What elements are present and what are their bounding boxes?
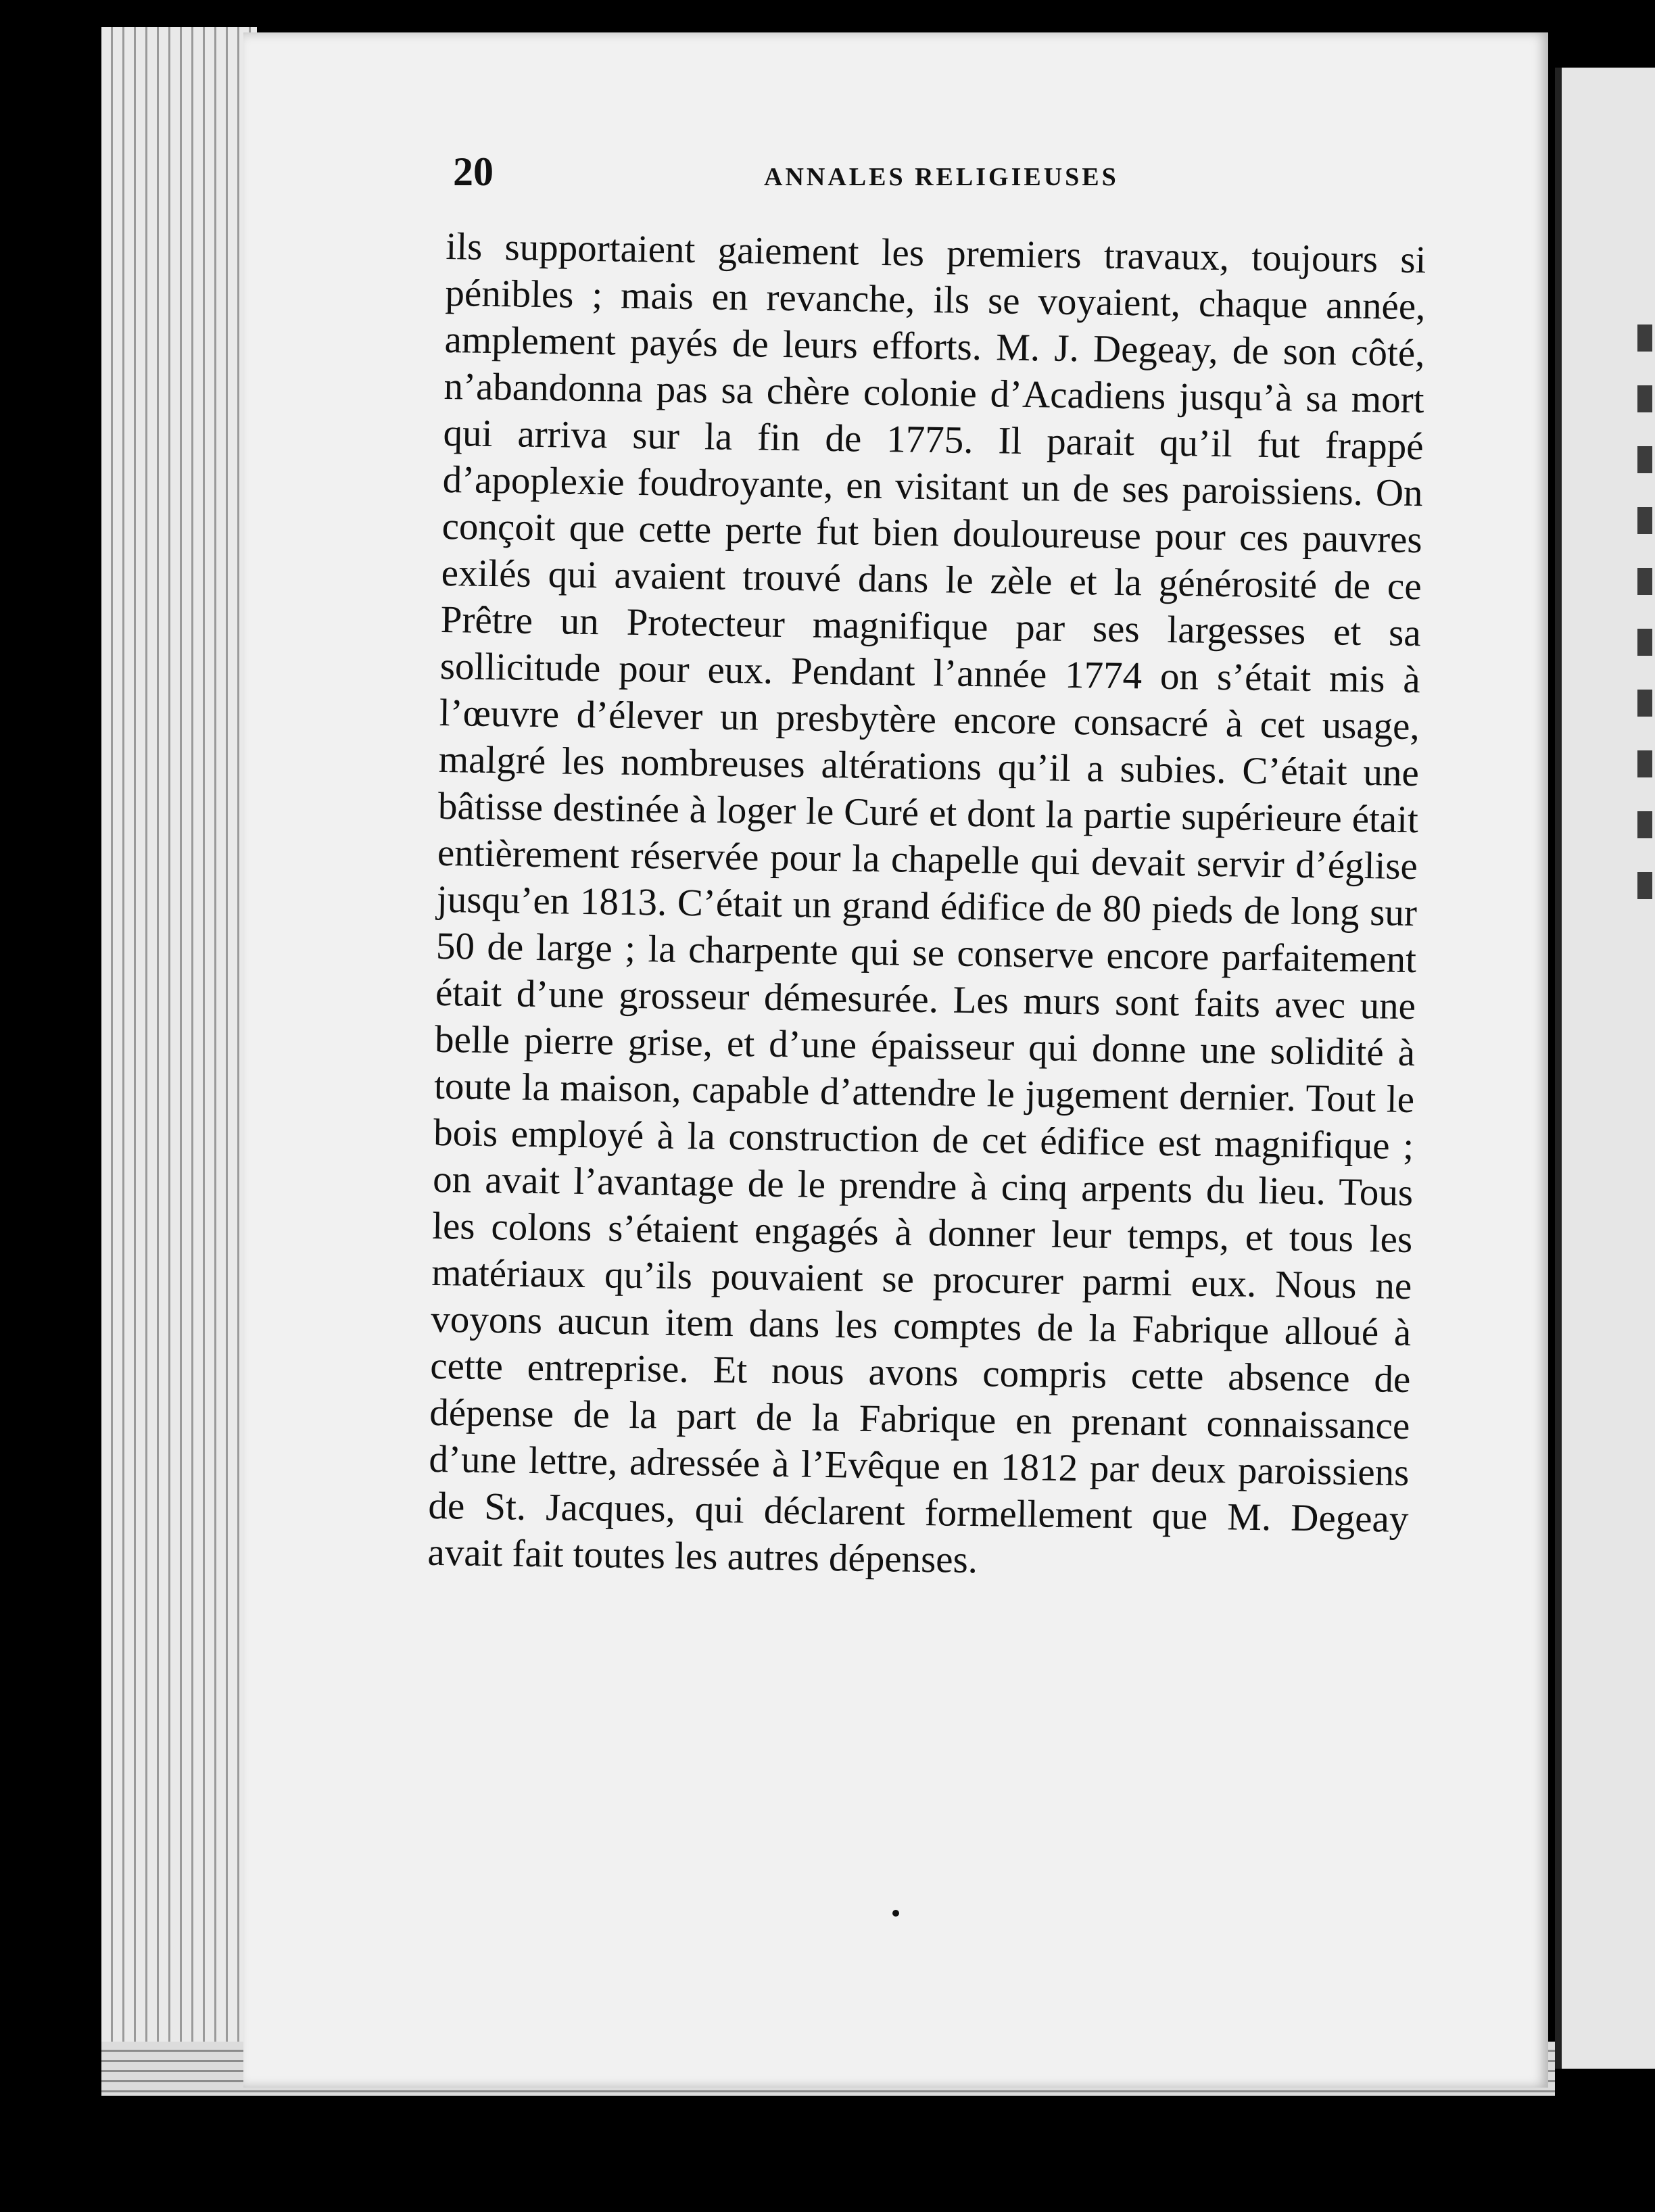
page-header <box>453 149 1420 196</box>
facing-page-edge <box>1555 68 1655 2069</box>
running-head: ANNALES RELIGIEUSES <box>764 163 1119 191</box>
page-number: 20 <box>453 149 494 194</box>
page-block-edges <box>101 27 257 2082</box>
body-text <box>427 223 1426 1589</box>
ink-dot <box>892 1910 899 1917</box>
paragraph: ils supportaient gaiement les premiers travaux, toujours si pénibles ; mais en revanche, ils se voyaient, chaque année, amplement payés de leurs efforts. M. J. Degeay, de son côté, n’abandonna pas sa chère colonie d’Acadiens jusqu’à sa mort qui arriva sur la fin de 1775. Il parait qu’il fut frappé d’apoplexie foudroyante, en visitant un de ses paroissiens. On conçoit que cette perte fut bien douloureuse pour ces pauvres exilés qui avaient trouvé dans le zèle et la générosité de ce Prêtre un Protecteur magnifique par ses largesses et sa sollicitude pour eux. Pendant l’année 1774 on s’était mis à l’œuvre d’élever un presbytère encore consacré à cet usage, malgré les nombreuses altérations qu’il a subies. C’était une bâtisse destinée à loger le Curé et dont la partie supérieure était entièrement réservée pour la chapelle qui devait servir d’église jusqu’en 1813. C’était un grand édifice de 80 pieds de long sur 50 de large ; la charpente qui se conserve encore parfaitement était d’une grosseur démesurée. Les murs sont faits avec une belle pierre grise, et d’une épaisseur qui donne une solidité à toute la maison, capable d’attendre le jugement dernier. Tout le bois employé à la construction de cet édifice est magnifique ; on avait l’avantage de le prendre à cinq arpents du lieu. Tous les colons s’étaient engagés à donner leur temps, et tous les matériaux qu’ils pouvaient se procurer parmi eux. Nous ne voyons aucun item dans les comptes de la Fabrique alloué à cette entreprise. Et nous avons compris cette absence de dépense de la part de la Fabrique en prenant connaissance d’une lettre, adressée à l’Evêque en 1812 par deux paroissiens de St. Jacques, qui déclarent formellement que M. Degeay avait fait toutes les autres dépenses. <box>427 224 1426 1582</box>
facing-page-text-fragments <box>1637 324 1652 933</box>
